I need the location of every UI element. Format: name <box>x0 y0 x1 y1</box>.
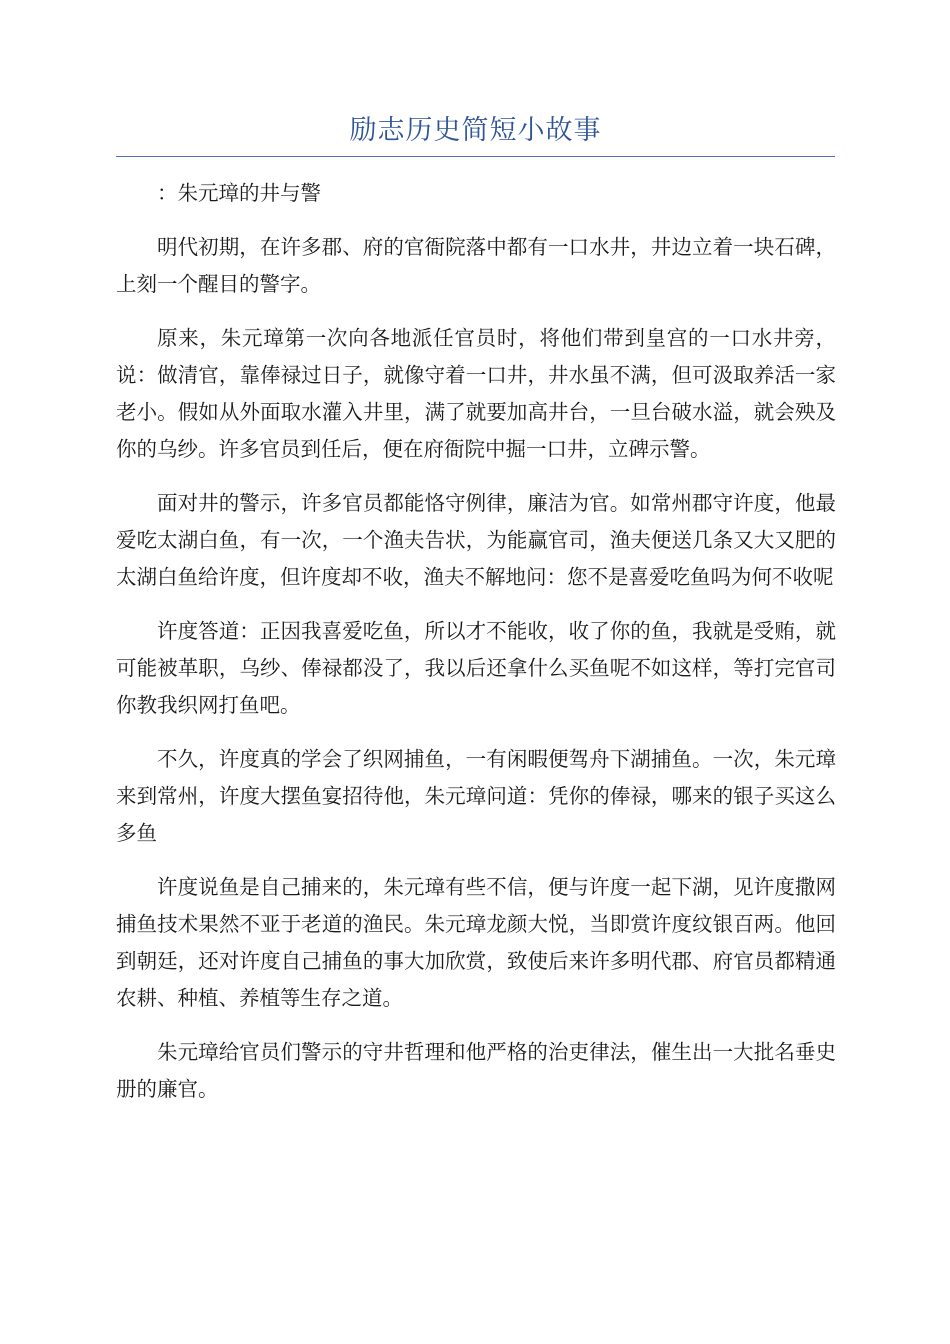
paragraph-subtitle: ：朱元璋的井与警 <box>157 181 321 205</box>
paragraph: 朱元璋给官员们警示的守井哲理和他严格的治吏律法，催生出一大批名垂史册的廉官。 <box>116 1040 836 1101</box>
document-body <box>116 175 836 1125</box>
paragraph: 许度说鱼是自己捕来的，朱元璋有些不信，便与许度一起下湖，见许度撒网捕鱼技术果然不亚于老道的渔民。朱元璋龙颜大悦，当即赏许度纹银百两。他回到朝廷，还对许度自己捕鱼的事大加欣赏，致使后来许多明代郡、府官员都精通农耕、种植、养植等生存之道。 <box>116 875 836 1010</box>
paragraph: 不久，许度真的学会了织网捕鱼，一有闲暇便驾舟下湖捕鱼。一次，朱元璋来到常州，许度大摆鱼宴招待他，朱元璋问道：凭你的俸禄，哪来的银子买这么多鱼 <box>116 747 836 845</box>
paragraph: 面对井的警示，许多官员都能恪守例律，廉洁为官。如常州郡守许度，他最爱吃太湖白鱼，有一次，一个渔夫告状，为能赢官司，渔夫便送几条又大又肥的太湖白鱼给许度，但许度却不收，渔夫不解地问：您不是喜爱吃鱼吗为何不收呢 <box>116 491 836 589</box>
document-title: 励志历史简短小故事 <box>349 115 602 146</box>
paragraph: 许度答道：正因我喜爱吃鱼，所以才不能收，收了你的鱼，我就是受贿，就可能被革职，乌纱、俸禄都没了，我以后还拿什么买鱼呢不如这样，等打完官司你教我织网打鱼吧。 <box>116 619 836 717</box>
paragraph: 原来，朱元璋第一次向各地派任官员时，将他们带到皇宫的一口水井旁，说：做清官，靠俸禄过日子，就像守着一口井，井水虽不满，但可汲取养活一家老小。假如从外面取水灌入井里，满了就要加高井台，一旦台破水溢，就会殃及你的乌纱。许多官员到任后，便在府衙院中掘一口井，立碑示警。 <box>116 326 836 461</box>
title-block <box>116 112 835 157</box>
paragraph: 明代初期，在许多郡、府的官衙院落中都有一口水井，井边立着一块石碑，上刻一个醒目的警字。 <box>116 235 836 296</box>
